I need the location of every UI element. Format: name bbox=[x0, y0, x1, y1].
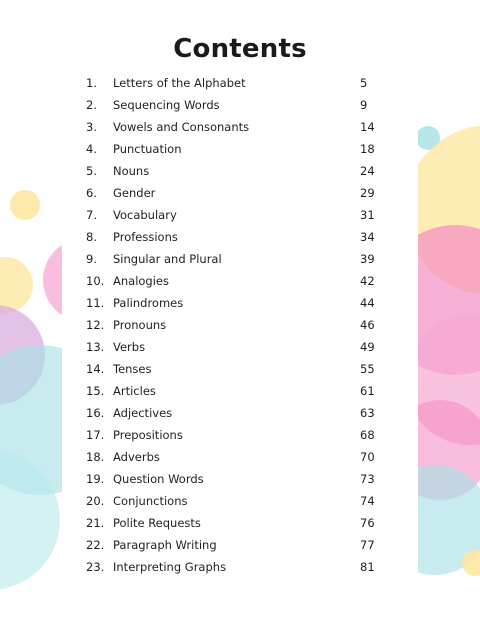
toc-entry-page: 39 bbox=[360, 252, 375, 266]
toc-entry-number: 8. bbox=[86, 230, 97, 244]
toc-entry[interactable] bbox=[0, 182, 480, 204]
toc-entry-page: 34 bbox=[360, 230, 375, 244]
toc-entry-number: 5. bbox=[86, 164, 97, 178]
toc-entry[interactable] bbox=[0, 314, 480, 336]
toc-entry-page: 42 bbox=[360, 274, 375, 288]
toc-entry-number: 12. bbox=[86, 318, 105, 332]
toc-entry-title: Vowels and Consonants bbox=[113, 120, 250, 134]
toc-entry[interactable] bbox=[0, 358, 480, 380]
toc-entry-page: 73 bbox=[360, 472, 375, 486]
toc-entry-page: 14 bbox=[360, 120, 375, 134]
toc-entry-title: Sequencing Words bbox=[113, 98, 220, 112]
toc-entry-page: 9 bbox=[360, 98, 368, 112]
toc-entry-title: Paragraph Writing bbox=[113, 538, 217, 552]
toc-entry[interactable] bbox=[0, 160, 480, 182]
toc-entry-page: 77 bbox=[360, 538, 375, 552]
toc-entry-page: 49 bbox=[360, 340, 375, 354]
toc-entry[interactable] bbox=[0, 556, 480, 578]
toc-entry-title: Analogies bbox=[113, 274, 169, 288]
toc-entry-number: 19. bbox=[86, 472, 105, 486]
toc-entry-number: 11. bbox=[86, 296, 105, 310]
toc-entry-number: 22. bbox=[86, 538, 105, 552]
toc-entry-page: 31 bbox=[360, 208, 375, 222]
toc-entry-number: 17. bbox=[86, 428, 105, 442]
toc-entry-number: 10. bbox=[86, 274, 105, 288]
toc-entry-number: 7. bbox=[86, 208, 97, 222]
toc-entry-title: Prepositions bbox=[113, 428, 183, 442]
toc-entry-title: Conjunctions bbox=[113, 494, 188, 508]
toc-entry-title: Articles bbox=[113, 384, 156, 398]
toc-entry[interactable] bbox=[0, 248, 480, 270]
toc-entry-page: 5 bbox=[360, 76, 368, 90]
toc-entry[interactable] bbox=[0, 380, 480, 402]
toc-entry-page: 46 bbox=[360, 318, 375, 332]
toc-entry-title: Vocabulary bbox=[113, 208, 177, 222]
toc-entry-page: 70 bbox=[360, 450, 375, 464]
toc-entry-page: 76 bbox=[360, 516, 375, 530]
toc-entry[interactable] bbox=[0, 116, 480, 138]
toc-entry-title: Letters of the Alphabet bbox=[113, 76, 246, 90]
toc-entry[interactable] bbox=[0, 512, 480, 534]
toc-entry-page: 63 bbox=[360, 406, 375, 420]
toc-entry-number: 14. bbox=[86, 362, 105, 376]
toc-entry[interactable] bbox=[0, 336, 480, 358]
toc-entry-number: 3. bbox=[86, 120, 97, 134]
toc-entry-page: 55 bbox=[360, 362, 375, 376]
toc-entry-title: Adjectives bbox=[113, 406, 173, 420]
toc-entry-page: 74 bbox=[360, 494, 375, 508]
toc-entry-number: 16. bbox=[86, 406, 105, 420]
toc-entry-page: 29 bbox=[360, 186, 375, 200]
toc-entry[interactable] bbox=[0, 270, 480, 292]
toc-entry-title: Pronouns bbox=[113, 318, 167, 332]
toc-entry-title: Adverbs bbox=[113, 450, 160, 464]
toc-entry[interactable] bbox=[0, 94, 480, 116]
toc-entry-title: Punctuation bbox=[113, 142, 182, 156]
toc-entry-number: 2. bbox=[86, 98, 97, 112]
toc-entry-title: Palindromes bbox=[113, 296, 184, 310]
toc-entry[interactable] bbox=[0, 490, 480, 512]
toc-entry[interactable] bbox=[0, 204, 480, 226]
toc-entry[interactable] bbox=[0, 138, 480, 160]
toc-entry-title: Verbs bbox=[113, 340, 146, 354]
toc-entry-title: Polite Requests bbox=[113, 516, 201, 530]
toc-entry-title: Professions bbox=[113, 230, 178, 244]
toc-entry-title: Gender bbox=[113, 186, 156, 200]
toc-entry[interactable] bbox=[0, 402, 480, 424]
toc-entry-title: Interpreting Graphs bbox=[113, 560, 227, 574]
toc-entry-title: Nouns bbox=[113, 164, 150, 178]
toc-entry-page: 68 bbox=[360, 428, 375, 442]
toc-entry-number: 13. bbox=[86, 340, 105, 354]
toc-entry-number: 23. bbox=[86, 560, 105, 574]
toc-entry-number: 20. bbox=[86, 494, 105, 508]
toc-entry-page: 81 bbox=[360, 560, 375, 574]
page-title: Contents bbox=[173, 34, 307, 64]
toc-entry-number: 21. bbox=[86, 516, 105, 530]
toc-entry-number: 1. bbox=[86, 76, 97, 90]
toc-entry-page: 24 bbox=[360, 164, 375, 178]
toc-entry-title: Tenses bbox=[113, 362, 152, 376]
toc-entry-number: 6. bbox=[86, 186, 97, 200]
toc-entry[interactable] bbox=[0, 226, 480, 248]
toc-entry-title: Singular and Plural bbox=[113, 252, 222, 266]
toc-entry-page: 44 bbox=[360, 296, 375, 310]
toc-entry-number: 15. bbox=[86, 384, 105, 398]
toc-entry[interactable] bbox=[0, 468, 480, 490]
toc-entry[interactable] bbox=[0, 72, 480, 94]
toc-entry-number: 9. bbox=[86, 252, 97, 266]
toc-entry-title: Question Words bbox=[113, 472, 204, 486]
toc-entry-page: 61 bbox=[360, 384, 375, 398]
toc-entry[interactable] bbox=[0, 534, 480, 556]
toc-entry[interactable] bbox=[0, 292, 480, 314]
toc-entry-number: 18. bbox=[86, 450, 105, 464]
toc-entry-page: 18 bbox=[360, 142, 375, 156]
toc-entry[interactable] bbox=[0, 424, 480, 446]
toc-entry[interactable] bbox=[0, 446, 480, 468]
toc-entry-number: 4. bbox=[86, 142, 97, 156]
